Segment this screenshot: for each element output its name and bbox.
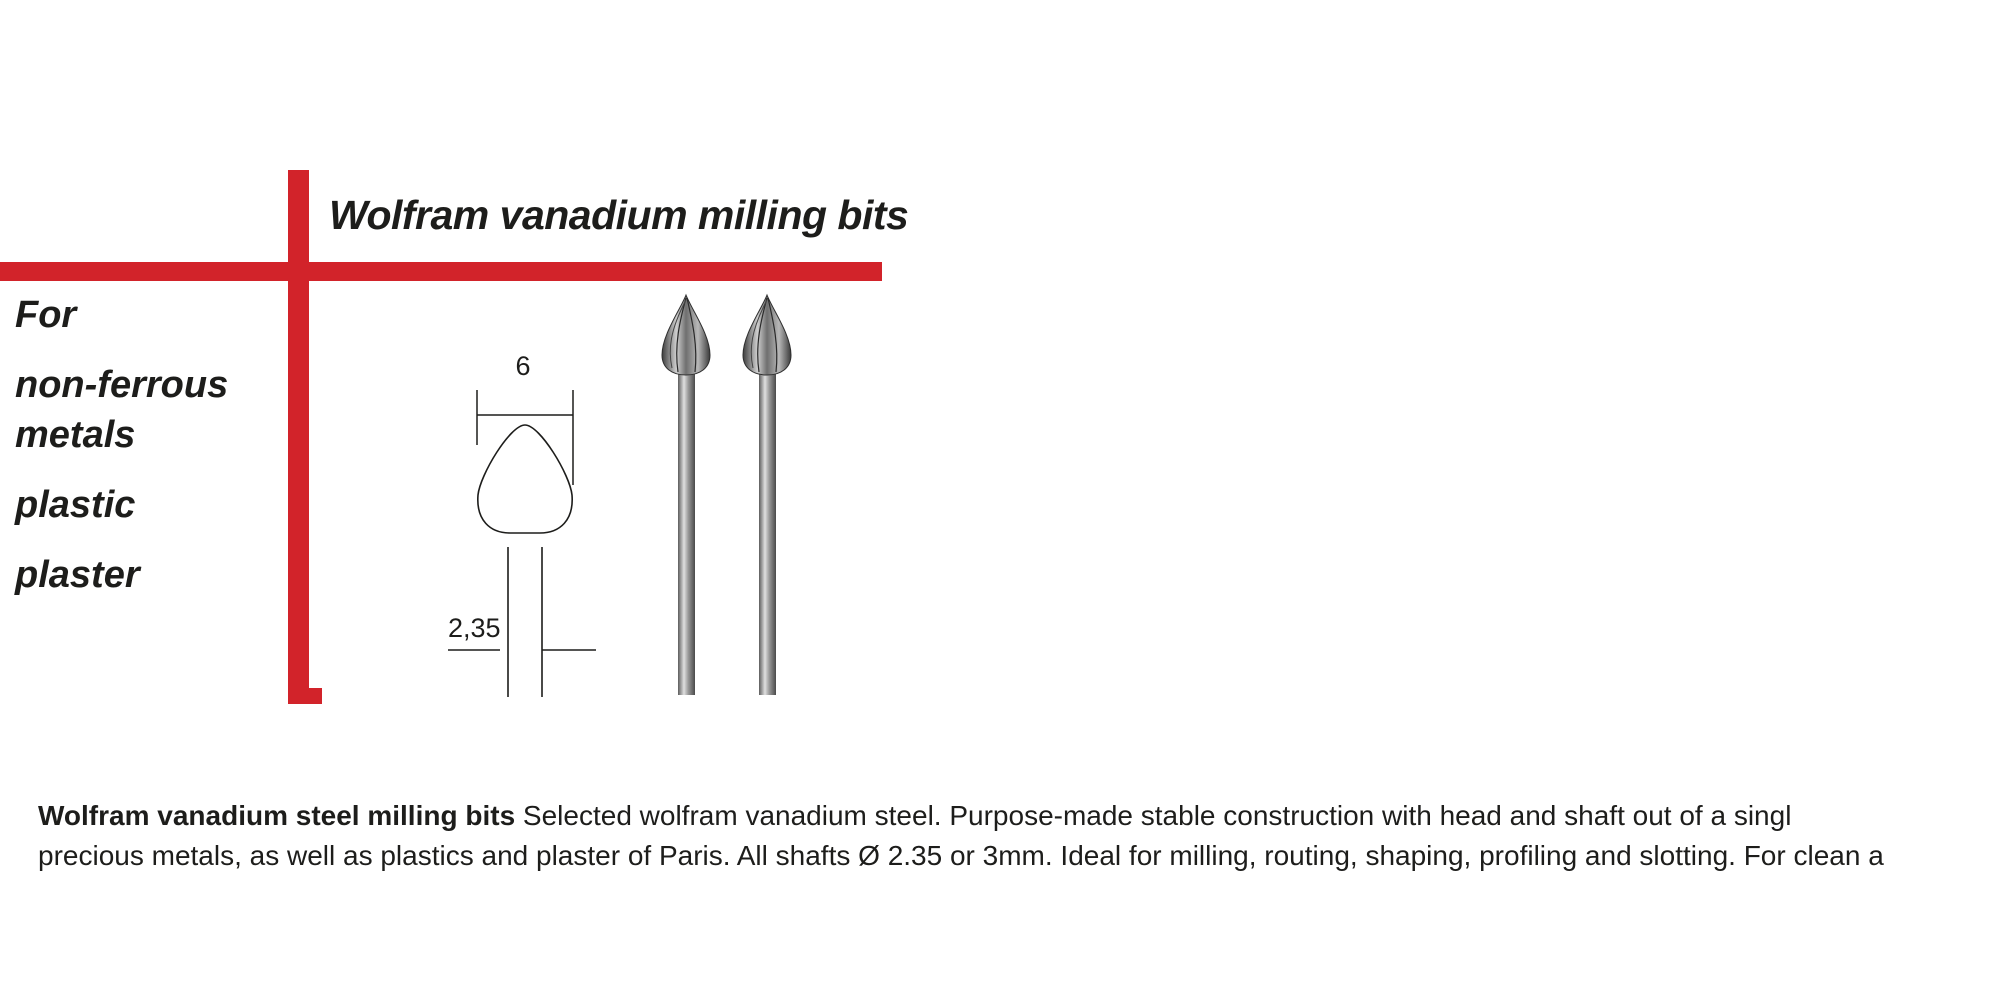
milling-bit-right-icon: [743, 295, 791, 695]
milling-bit-left-icon: [662, 295, 710, 695]
material-for: For: [15, 294, 77, 336]
dimension-drawing: [430, 345, 610, 705]
material-plastic: plastic: [15, 484, 136, 526]
head-dimension-label: 6: [515, 351, 531, 381]
milling-bits-image: [650, 290, 820, 700]
material-plaster: plaster: [15, 554, 140, 596]
product-heading: Wolfram vanadium milling bits: [329, 192, 909, 238]
product-description: [38, 796, 2000, 876]
description-line-2: precious metals, as well as plastics and plaster of Paris. All shafts Ø 2.35 or 3mm. Ideal for milling, routing, shaping, profiling and slotting. For clean a: [38, 840, 1884, 871]
description-line-1-text: Selected wolfram vanadium steel. Purpose-made stable construction with head and shaft out of a singl: [515, 800, 1792, 831]
material-non-ferrous-metals: non-ferrous metals: [15, 364, 229, 456]
description-bold-lead: Wolfram vanadium steel milling bits: [38, 800, 516, 831]
horizontal-red-rule: [0, 262, 882, 281]
materials-list: [15, 290, 280, 620]
description-line-1: [38, 796, 2000, 836]
shaft-dimension-label: 2,35: [448, 613, 501, 643]
vertical-red-rule: [288, 170, 309, 703]
vertical-rule-foot: [288, 688, 322, 704]
